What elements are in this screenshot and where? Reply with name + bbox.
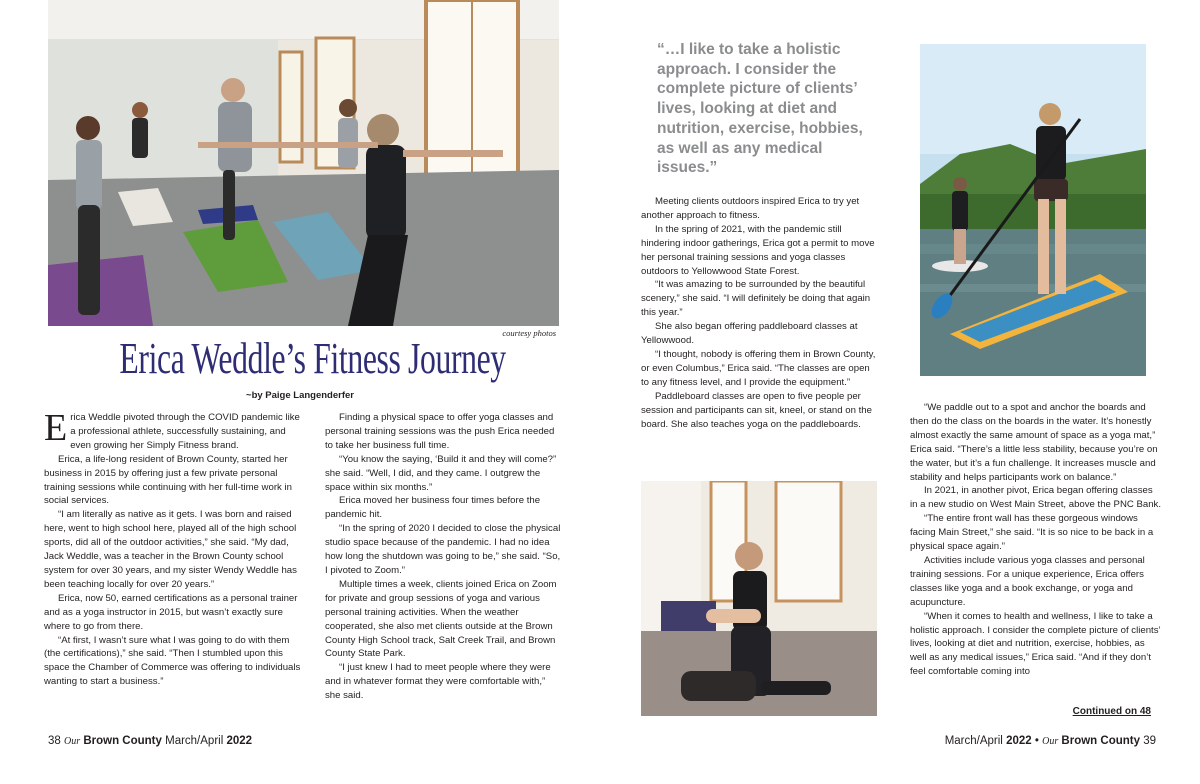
drop-cap: E: [44, 407, 68, 449]
paragraph: Erica moved her business four times before the pandemic hit.: [325, 495, 541, 521]
paragraph: “I am literally as native as it gets. I was born and raised here, went to high school here, played all of the high school sports, did all of the outdoor activities,” she said. “My dad, Jack Weddle, was a teacher in the Brown County school system for over 30 years, and my sister Wendy Weddle has been teaching locally for over 20 years.”: [44, 509, 297, 590]
paragraph: Erica Weddle pivoted through the COVID pandemic like a professional athlete, successfully sustaining, and even growing her Simply Fitness brand.: [44, 407, 300, 451]
issue-year: 2022: [226, 735, 253, 747]
paragraph: Finding a physical space to offer yoga classes and personal training sessions was the push Erica needed to take her business full time.: [325, 412, 555, 451]
article-column-3: [641, 195, 879, 431]
issue-month: March/April: [165, 735, 224, 747]
paragraph: She also began offering paddleboard classes at Yellowwood.: [641, 321, 858, 347]
paragraph: In the spring of 2021, with the pandemic still hindering indoor gatherings, Erica got a permit to move her personal training sessions and yoga classes outdoors to Yellowwood State Forest.: [641, 223, 875, 277]
continued-link[interactable]: Continued on 48: [1072, 706, 1151, 717]
paragraph: In 2021, in another pivot, Erica began offering classes in a new studio on West Main Street, above the PNC Bank.: [910, 485, 1161, 511]
article-column-4: [910, 401, 1162, 679]
article-column-1: [44, 407, 302, 689]
folio-right: [945, 735, 1156, 747]
page-number: 38: [48, 735, 61, 747]
paragraph: “It was amazing to be surrounded by the beautiful scenery,” she said. “I will definitely be doing that again this year.”: [641, 279, 871, 319]
partner-yoga-photo: [641, 481, 877, 716]
paragraph: “I just knew I had to meet people where they were and in whatever format they were comfortable with,” she said.: [325, 662, 551, 702]
folio-left: [48, 735, 252, 747]
paragraph: Paddleboard classes are open to five people per session and participants can sit, kneel, or stand on the board. She also teaches yoga on the paddleboards.: [641, 390, 872, 430]
brand-name: Brown County: [1061, 735, 1140, 747]
page-number: 39: [1143, 735, 1156, 747]
paragraph: “The entire front wall has these gorgeous windows facing Main Street,” she said. “It is so nice to be back in a physical space again.”: [910, 513, 1154, 553]
brand-script: Our: [64, 736, 81, 747]
separator: •: [1034, 735, 1039, 747]
paragraph: “We paddle out to a spot and anchor the boards and then do the class on the boards in the water. It’s honestly almost exactly the same amount of space as a yoga mat,” Erica said. “There’s a little less stability, because you’re on the water, but it’s a fun challenge. It increases muscle and stability and helps participants work on balance.”: [910, 402, 1158, 483]
byline: ~by Paige Langenderfer: [246, 390, 354, 401]
paragraph: “At first, I wasn’t sure what I was going to do with them (the certifications),” she said. “Then I stumbled upon this space the Chamber of Commerce was offering to individuals wanting to start a business.”: [44, 634, 301, 688]
paragraph: “In the spring of 2020 I decided to close the physical studio space because of the pandemic. I had no idea how long the shutdown was going to be,” she said. “So, I pivoted to Zoom.”: [325, 523, 561, 576]
photo-credit: courtesy photos: [502, 328, 556, 338]
paragraph: Multiple times a week, clients joined Erica on Zoom for private and group sessions of yoga and various personal training activities. When the weather cooperated, she also met clients outside at the Brown County High School track, Salt Creek Trail, and Brown County State Park.: [325, 578, 557, 660]
paddleboard-photo: [920, 44, 1146, 376]
paragraph: “When it comes to health and wellness, I like to take a holistic approach. I consider the complete picture of clients’ lives, looking at diet and nutrition, exercise, hobbies, as well as any medical issues,” Erica said. “And if they don’t feel comfortable coming into: [910, 610, 1161, 678]
paragraph: “I thought, nobody is offering them in Brown County, or even Columbus,” Erica said. “The classes are open to any fitness level, and I provide the equipment.”: [641, 348, 876, 388]
paragraph: Erica, a life-long resident of Brown County, started her business in 2015 by offering just a few private personal training sessions while continuing with her full-time work in social services.: [44, 453, 292, 507]
brand-name: Brown County: [83, 735, 162, 747]
paragraph: Activities include various yoga classes and personal training sessions. For a unique experience, Erica offers classes like yoga and a book exchange, or yoga and acupuncture.: [910, 554, 1145, 608]
pull-quote: “…I like to take a holistic approach. I consider the complete picture of clients’ lives, looking at diet and nutrition, exercise, hobbies, as well as any medical issues.”: [657, 41, 863, 177]
paragraph: Erica, now 50, earned certifications as a personal trainer and as a yoga instructor in 2015, but wasn’t exactly sure where to go from there.: [44, 592, 298, 632]
issue-year: 2022: [1006, 735, 1032, 747]
paragraph: “You know the saying, ‘Build it and they will come?” she said. “Well, I did, and they came. I outgrew the space within six months.”: [325, 453, 557, 493]
yoga-class-photo: [48, 0, 559, 326]
article-title: Erica Weddle’s Fitness Journey: [119, 334, 506, 383]
issue-month: March/April: [944, 735, 1003, 747]
brand-script: Our: [1042, 736, 1059, 747]
article-column-2: [325, 411, 562, 703]
paragraph: Meeting clients outdoors inspired Erica to try yet another approach to fitness.: [641, 196, 860, 221]
